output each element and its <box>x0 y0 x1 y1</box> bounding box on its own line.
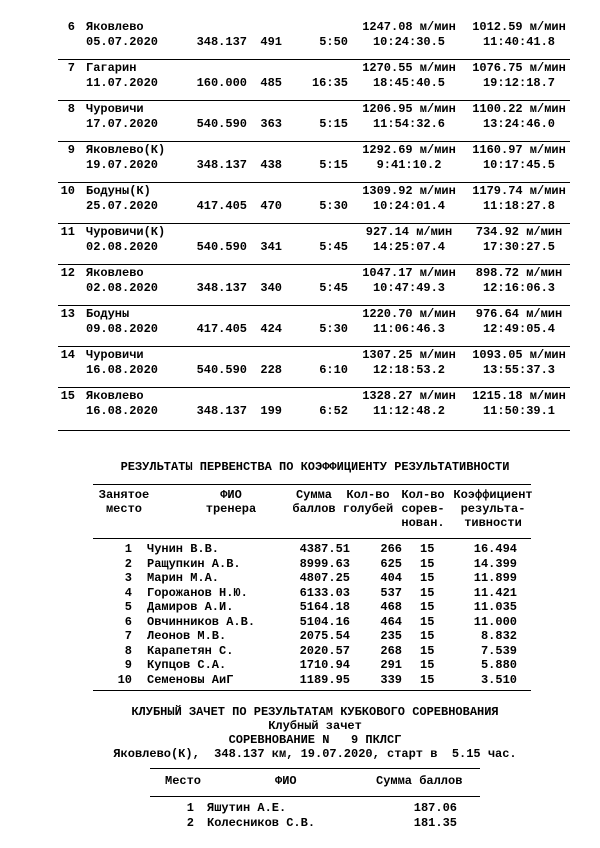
race-place: Чуровичи(К) <box>86 225 166 239</box>
coef-birds: 291 <box>380 658 402 672</box>
race-distance: 348.137 <box>196 404 247 418</box>
coef-sum: 8999.63 <box>299 556 350 571</box>
coef-sum: 4807.25 <box>299 571 350 585</box>
club-title: КЛУБНЫЙ ЗАЧЕТ ПО РЕЗУЛЬТАТАМ КУБКОВОГО СОРЕВНОВАНИЯ <box>131 705 499 719</box>
club-sum: 181.35 <box>413 816 457 830</box>
coef-comps: 15 <box>420 672 435 687</box>
header-coef-3: тивности <box>464 516 522 530</box>
race-release-time: 5:45 <box>319 240 348 254</box>
coef-comps: 15 <box>420 585 435 600</box>
race-number: 10 <box>60 184 75 198</box>
header-sum-1: Сумма <box>295 488 332 502</box>
coef-birds: 404 <box>380 571 402 585</box>
club-name: Колесников С.В. <box>207 816 316 830</box>
race-date: 25.07.2020 <box>86 199 159 213</box>
race-release-time: 5:30 <box>319 199 348 213</box>
race-last-speed: 1093.05 м/мин <box>472 348 566 362</box>
race-first-speed: 1292.69 м/мин <box>362 143 456 157</box>
race-last-speed: 1215.18 м/мин <box>472 389 566 403</box>
race-place: Бодуны(К) <box>86 184 151 198</box>
coef-value: 5.880 <box>480 658 517 672</box>
coef-name: Ращупкин А.В. <box>147 556 241 571</box>
race-first-speed: 1220.70 м/мин <box>362 307 456 321</box>
coef-name: Марин М.А. <box>147 571 220 585</box>
race-release-time: 5:15 <box>319 117 348 131</box>
coef-name: Горожанов Н.Ю. <box>147 585 248 600</box>
race-date: 16.08.2020 <box>86 363 159 377</box>
coef-comps: 15 <box>420 600 435 614</box>
coef-comps: 15 <box>420 658 435 672</box>
race-distance: 348.137 <box>196 35 247 49</box>
race-place: Яковлево <box>86 20 144 34</box>
coef-rank: 6 <box>124 614 132 629</box>
race-place: Яковлево <box>86 389 144 403</box>
coef-sum: 2020.57 <box>299 643 350 658</box>
coef-value: 11.899 <box>473 571 517 585</box>
coef-birds: 266 <box>380 542 402 556</box>
club-subtitle: Клубный зачет <box>268 719 362 733</box>
race-place: Яковлево <box>86 266 144 280</box>
coef-rank: 5 <box>124 600 132 614</box>
header-birds-1: Кол-во <box>346 488 390 502</box>
header-place-2: место <box>105 502 142 516</box>
coef-value: 3.510 <box>480 672 517 687</box>
coef-comps: 15 <box>420 614 435 629</box>
race-place: Бодуны <box>86 307 130 321</box>
race-first-time: 14:25:07.4 <box>372 240 445 254</box>
coef-comps: 15 <box>420 556 435 571</box>
race-distance: 348.137 <box>196 158 247 172</box>
coef-comps: 15 <box>420 542 435 556</box>
race-last-speed: 1012.59 м/мин <box>472 20 566 34</box>
coef-name: Леонов М.В. <box>147 629 227 643</box>
race-release-time: 16:35 <box>311 76 348 90</box>
race-number: 13 <box>60 307 75 321</box>
coef-birds: 268 <box>380 643 402 658</box>
race-birds: 341 <box>260 240 282 254</box>
race-last-speed: 898.72 м/мин <box>475 266 563 280</box>
race-place: Чуровичи <box>86 348 144 362</box>
race-last-time: 13:55:37.3 <box>482 363 555 377</box>
race-release-time: 5:45 <box>319 281 348 295</box>
race-distance: 417.405 <box>196 322 247 336</box>
coef-value: 14.399 <box>473 556 517 571</box>
race-last-time: 11:50:39.1 <box>482 404 555 418</box>
club-info: Яковлево(К), 348.137 км, 19.07.2020, старт в 5.15 час. <box>113 747 517 761</box>
club-competition: СОРЕВНОВАНИЕ N 9 ПКЛСГ <box>228 733 402 747</box>
race-release-time: 5:15 <box>319 158 348 172</box>
coef-rank: 2 <box>124 556 132 571</box>
race-date: 11.07.2020 <box>86 76 159 90</box>
coef-comps: 15 <box>420 571 435 585</box>
header-place-1: Занятое <box>98 488 150 502</box>
race-last-time: 12:49:05.4 <box>482 322 555 336</box>
race-distance: 348.137 <box>196 281 247 295</box>
race-date: 02.08.2020 <box>86 240 159 254</box>
race-distance: 540.590 <box>196 117 247 131</box>
race-last-time: 12:16:06.3 <box>482 281 555 295</box>
race-first-time: 11:06:46.3 <box>372 322 445 336</box>
race-date: 17.07.2020 <box>86 117 159 131</box>
coef-birds: 339 <box>380 672 402 687</box>
coef-value: 11.421 <box>473 585 517 600</box>
race-last-speed: 1179.74 м/мин <box>472 184 566 198</box>
coef-sum: 2075.54 <box>299 629 350 643</box>
race-place: Чуровичи <box>86 102 144 116</box>
coef-name: Карапетян С. <box>147 643 234 658</box>
header-coef-1: Коэффициент <box>453 488 533 502</box>
coef-sum: 1189.95 <box>299 672 350 687</box>
race-birds: 491 <box>260 35 282 49</box>
coef-birds: 464 <box>380 614 402 629</box>
race-first-speed: 1328.27 м/мин <box>362 389 456 403</box>
race-place: Гагарин <box>86 61 137 75</box>
race-first-time: 12:18:53.2 <box>372 363 445 377</box>
race-release-time: 6:52 <box>319 404 348 418</box>
header-name-1: ФИО <box>220 488 242 502</box>
coef-rank: 1 <box>124 542 132 556</box>
club-rank: 2 <box>186 816 194 830</box>
race-date: 09.08.2020 <box>86 322 159 336</box>
club-header-place: Место <box>165 774 202 788</box>
coef-comps: 15 <box>420 629 435 643</box>
race-birds: 363 <box>260 117 282 131</box>
race-last-speed: 976.64 м/мин <box>475 307 563 321</box>
header-sum-2: баллов <box>292 502 336 516</box>
race-number: 9 <box>67 143 75 157</box>
header-comps-1: Кол-во <box>401 488 445 502</box>
race-birds: 340 <box>260 281 282 295</box>
header-name-2: тренера <box>205 502 257 516</box>
header-comps-3: нован. <box>401 516 445 530</box>
race-birds: 228 <box>260 363 282 377</box>
race-date: 19.07.2020 <box>86 158 159 172</box>
race-release-time: 6:10 <box>319 363 348 377</box>
race-number: 14 <box>60 348 75 362</box>
race-birds: 470 <box>260 199 282 213</box>
club-header-rule <box>150 796 480 797</box>
race-last-time: 10:17:45.5 <box>482 158 555 172</box>
coef-birds: 537 <box>380 585 402 600</box>
coef-rank: 3 <box>124 571 132 585</box>
race-last-time: 19:12:18.7 <box>482 76 555 90</box>
race-number: 15 <box>60 389 75 403</box>
coef-rank: 9 <box>124 658 132 672</box>
race-distance: 160.000 <box>196 76 247 90</box>
coef-name: Чунин В.В. <box>147 542 220 556</box>
race-distance: 540.590 <box>196 240 247 254</box>
coef-value: 16.494 <box>473 542 517 556</box>
race-last-time: 13:24:46.0 <box>482 117 555 131</box>
race-birds: 199 <box>260 404 282 418</box>
coef-sum: 6133.03 <box>299 585 350 600</box>
race-first-speed: 1270.55 м/мин <box>362 61 456 75</box>
race-first-speed: 1247.08 м/мин <box>362 20 456 34</box>
coef-comps: 15 <box>420 643 435 658</box>
race-number: 6 <box>67 20 75 34</box>
club-rank: 1 <box>186 801 194 815</box>
race-release-time: 5:50 <box>319 35 348 49</box>
race-first-time: 10:24:30.5 <box>372 35 445 49</box>
race-separator <box>58 305 570 306</box>
coef-rank: 7 <box>124 629 132 643</box>
race-first-time: 10:24:01.4 <box>372 199 445 213</box>
race-first-time: 18:45:40.5 <box>372 76 445 90</box>
race-separator <box>58 387 570 388</box>
club-header-sum: Сумма баллов <box>376 774 463 788</box>
race-birds: 424 <box>260 322 282 336</box>
race-last-time: 11:18:27.8 <box>482 199 555 213</box>
race-first-time: 9:41:10.2 <box>376 158 442 172</box>
race-separator <box>58 59 570 60</box>
club-header-name: ФИО <box>275 774 297 788</box>
races-bottom-rule <box>58 430 570 431</box>
race-separator <box>58 264 570 265</box>
race-separator <box>58 100 570 101</box>
race-separator <box>58 182 570 183</box>
coef-top-rule <box>93 484 531 485</box>
coef-birds: 235 <box>380 629 402 643</box>
coef-name: Дамиров А.И. <box>147 600 234 614</box>
coef-birds: 468 <box>380 600 402 614</box>
race-release-time: 5:30 <box>319 322 348 336</box>
header-comps-2: сорев- <box>401 502 445 516</box>
race-last-speed: 1100.22 м/мин <box>472 102 566 116</box>
coef-sum: 1710.94 <box>299 658 350 672</box>
race-place: Яковлево(К) <box>86 143 166 157</box>
race-first-time: 11:12:48.2 <box>372 404 445 418</box>
coef-sum: 5104.16 <box>299 614 350 629</box>
header-birds-2: голубей <box>342 502 394 516</box>
race-birds: 438 <box>260 158 282 172</box>
race-first-speed: 1309.92 м/мин <box>362 184 456 198</box>
race-first-speed: 927.14 м/мин <box>365 225 453 239</box>
race-first-time: 10:47:49.3 <box>372 281 445 295</box>
race-number: 11 <box>60 225 75 239</box>
race-date: 02.08.2020 <box>86 281 159 295</box>
race-date: 16.08.2020 <box>86 404 159 418</box>
coef-sum: 4387.51 <box>299 542 350 556</box>
race-birds: 485 <box>260 76 282 90</box>
race-last-speed: 1076.75 м/мин <box>472 61 566 75</box>
race-number: 12 <box>60 266 75 280</box>
coef-name: Купцов С.А. <box>147 658 227 672</box>
coef-value: 8.832 <box>480 629 517 643</box>
race-first-speed: 1206.95 м/мин <box>362 102 456 116</box>
coef-value: 7.539 <box>480 643 517 658</box>
coef-value: 11.000 <box>473 614 517 629</box>
race-last-time: 11:40:41.8 <box>482 35 555 49</box>
race-last-speed: 1160.97 м/мин <box>472 143 566 157</box>
coef-header-rule <box>93 538 531 539</box>
coef-birds: 625 <box>380 556 402 571</box>
coef-bottom-rule <box>93 690 531 691</box>
club-top-rule <box>150 768 480 769</box>
coef-name: Семеновы АиГ <box>147 672 234 687</box>
race-distance: 540.590 <box>196 363 247 377</box>
header-coef-2: результа- <box>460 502 526 516</box>
race-separator <box>58 346 570 347</box>
club-sum: 187.06 <box>413 801 457 815</box>
coef-title: РЕЗУЛЬТАТЫ ПЕРВЕНСТВА ПО КОЭФФИЦИЕНТУ РЕЗУЛЬТАТИВНОСТИ <box>120 460 510 474</box>
race-first-speed: 1307.25 м/мин <box>362 348 456 362</box>
coef-rank: 8 <box>124 643 132 658</box>
coef-sum: 5164.18 <box>299 600 350 614</box>
coef-value: 11.035 <box>473 600 517 614</box>
race-distance: 417.405 <box>196 199 247 213</box>
race-last-time: 17:30:27.5 <box>482 240 555 254</box>
coef-name: Овчинников А.В. <box>147 614 256 629</box>
race-last-speed: 734.92 м/мин <box>475 225 563 239</box>
race-number: 8 <box>67 102 75 116</box>
race-separator <box>58 223 570 224</box>
race-separator <box>58 141 570 142</box>
race-number: 7 <box>67 61 75 75</box>
coef-rank: 4 <box>124 585 132 600</box>
race-date: 05.07.2020 <box>86 35 159 49</box>
race-first-speed: 1047.17 м/мин <box>362 266 456 280</box>
club-name: Яшутин А.Е. <box>207 801 287 815</box>
race-first-time: 11:54:32.6 <box>372 117 445 131</box>
coef-rank: 10 <box>117 672 132 687</box>
